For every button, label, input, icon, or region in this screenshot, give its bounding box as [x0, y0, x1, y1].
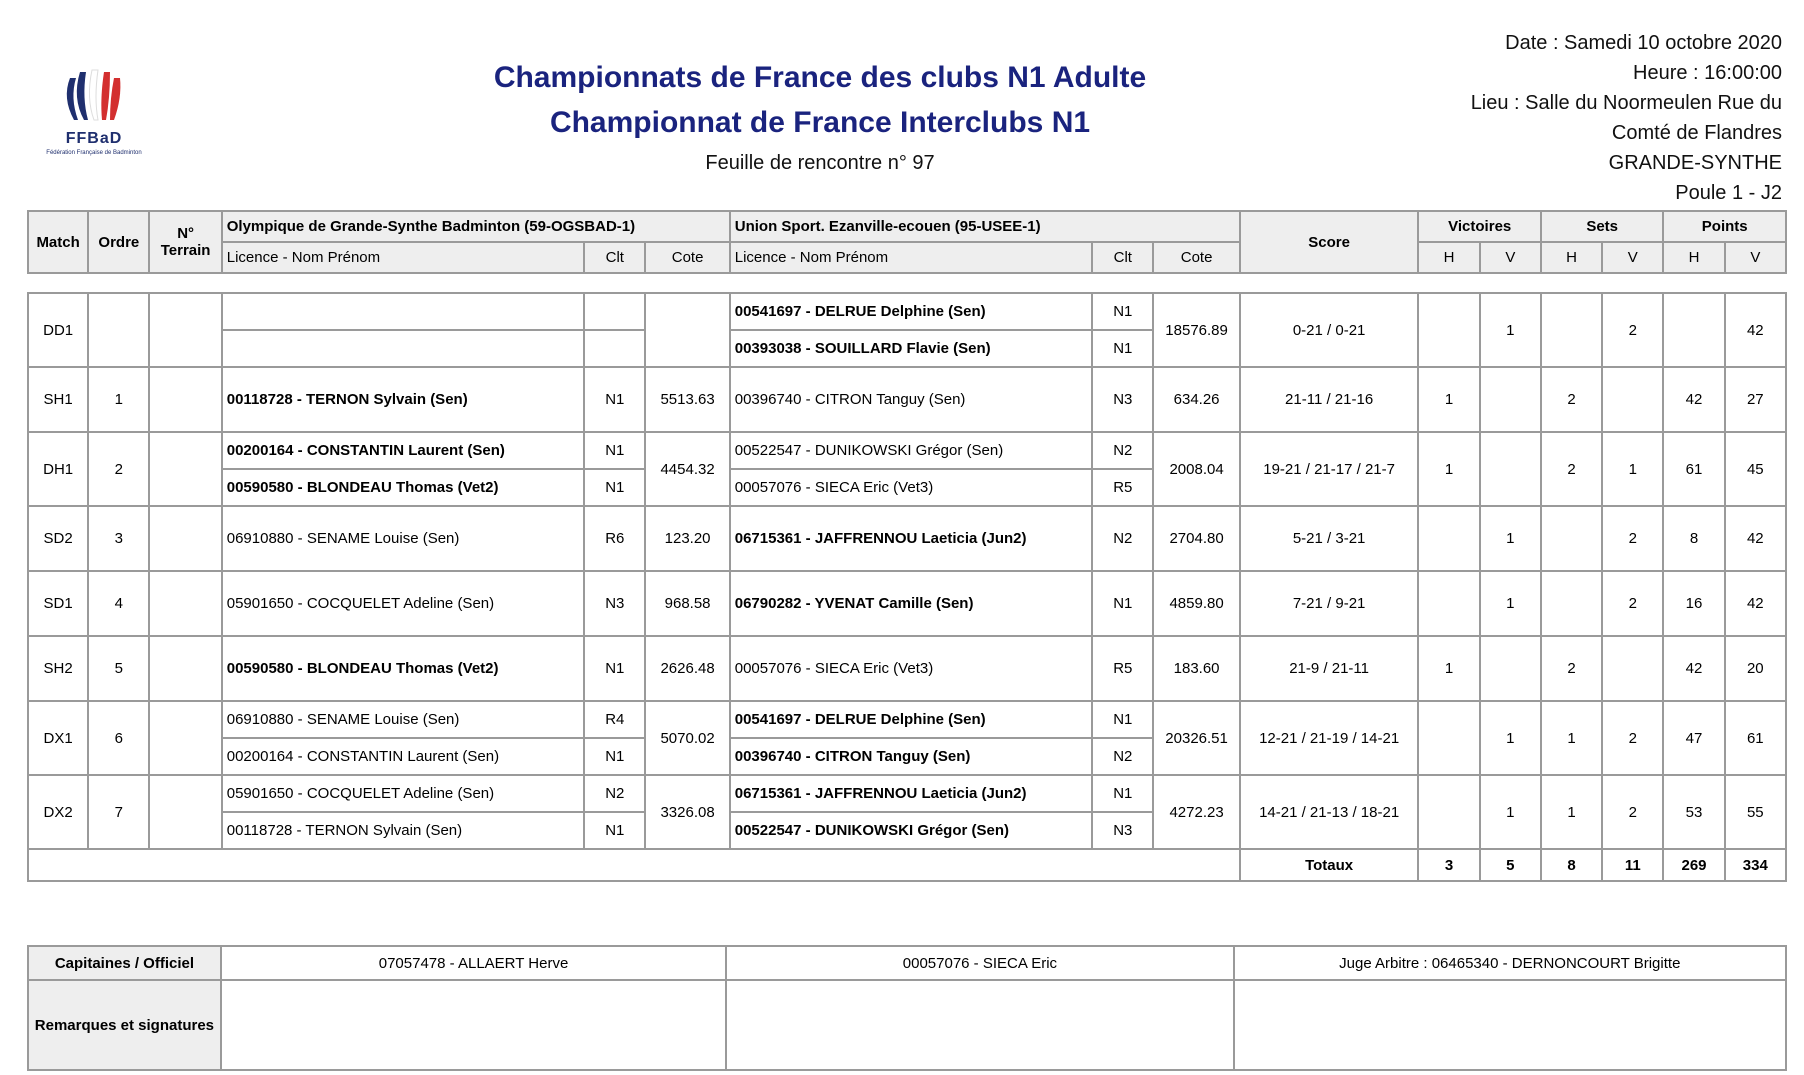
match-order: 6 [88, 701, 149, 775]
team1-player-clt [584, 293, 645, 330]
points-h: 61 [1663, 432, 1724, 506]
match-terrain [149, 571, 221, 636]
team2-player: 00541697 - DELRUE Delphine (Sen) [730, 701, 1092, 738]
table-row [28, 775, 1786, 812]
sets-h [1541, 571, 1602, 636]
team2-player-clt: N1 [1092, 571, 1153, 636]
team2-player-clt: R5 [1092, 469, 1153, 506]
team1-player-clt: R6 [584, 506, 645, 571]
team1-player-clt: R4 [584, 701, 645, 738]
remarques-referee [1234, 980, 1786, 1070]
sets-h: 1 [1541, 701, 1602, 775]
totals-label: Totaux [1240, 849, 1419, 881]
victoires-h [1418, 775, 1479, 849]
col-sets-v: V [1602, 242, 1663, 273]
match-score: 21-9 / 21-11 [1240, 636, 1419, 701]
match-terrain [149, 293, 221, 367]
team2-cote: 183.60 [1153, 636, 1239, 701]
match-code: SH2 [28, 636, 88, 701]
match-code: SD1 [28, 571, 88, 636]
page-title: Championnats de France des clubs N1 Adulte [493, 61, 1147, 94]
sets-h: 2 [1541, 367, 1602, 432]
victoires-h: 1 [1418, 636, 1479, 701]
victoires-h [1418, 506, 1479, 571]
capitaines-label: Capitaines / Officiel [28, 946, 221, 980]
col-clt-1: Clt [584, 242, 645, 273]
team2-cote: 18576.89 [1153, 293, 1239, 367]
victoires-v [1480, 367, 1541, 432]
sets-v [1602, 636, 1663, 701]
col-clt-2: Clt [1092, 242, 1153, 273]
col-team2: Union Sport. Ezanville-ecouen (95-USEE-1) [730, 211, 1240, 242]
col-points-h: H [1663, 242, 1724, 273]
team1-player-clt: N1 [584, 812, 645, 849]
match-terrain [149, 775, 221, 849]
match-score: 5-21 / 3-21 [1240, 506, 1419, 571]
team1-player-clt: N1 [584, 432, 645, 469]
totals-row [28, 849, 1786, 881]
sets-h: 2 [1541, 432, 1602, 506]
col-cote-1: Cote [645, 242, 729, 273]
team2-player: 00541697 - DELRUE Delphine (Sen) [730, 293, 1092, 330]
points-v: 61 [1725, 701, 1786, 775]
col-terrain: N° Terrain [149, 211, 221, 273]
col-sets-h: H [1541, 242, 1602, 273]
logo-text: FFBaD [65, 130, 123, 147]
header-table [27, 210, 1787, 274]
match-score: 14-21 / 21-13 / 18-21 [1240, 775, 1419, 849]
match-terrain [149, 506, 221, 571]
match-score: 21-11 / 21-16 [1240, 367, 1419, 432]
match-order: 2 [88, 432, 149, 506]
points-h [1663, 293, 1724, 367]
col-victoires: Victoires [1418, 211, 1540, 242]
team1-cote: 5070.02 [645, 701, 729, 775]
team1-player [222, 293, 584, 330]
match-score: 0-21 / 0-21 [1240, 293, 1419, 367]
totals-pv: 334 [1725, 849, 1786, 881]
table-row [28, 293, 1786, 330]
points-h: 42 [1663, 367, 1724, 432]
points-h: 8 [1663, 506, 1724, 571]
referee: Juge Arbitre : 06465340 - DERNONCOURT Brigitte [1234, 946, 1786, 980]
team2-cote: 4859.80 [1153, 571, 1239, 636]
victoires-h [1418, 293, 1479, 367]
col-match: Match [28, 211, 88, 273]
victoires-h [1418, 571, 1479, 636]
team1-player-clt: N1 [584, 367, 645, 432]
match-order: 3 [88, 506, 149, 571]
col-ordre: Ordre [88, 211, 149, 273]
match-venue-line3: GRANDE-SYNTHE [1608, 152, 1782, 174]
team2-player: 06715361 - JAFFRENNOU Laeticia (Jun2) [730, 775, 1092, 812]
match-code: DX2 [28, 775, 88, 849]
match-pool: Poule 1 - J2 [1675, 182, 1782, 204]
victoires-h: 1 [1418, 367, 1479, 432]
team1-player-clt: N1 [584, 636, 645, 701]
team2-player-clt: N3 [1092, 812, 1153, 849]
team1-cote: 3326.08 [645, 775, 729, 849]
points-h: 16 [1663, 571, 1724, 636]
col-victoires-h: H [1418, 242, 1479, 273]
table-row [28, 636, 1786, 701]
team2-player: 00396740 - CITRON Tanguy (Sen) [730, 738, 1092, 775]
points-v: 20 [1725, 636, 1786, 701]
points-v: 42 [1725, 571, 1786, 636]
sets-v [1602, 367, 1663, 432]
captain-team2: 00057076 - SIECA Eric [726, 946, 1233, 980]
team1-player: 00590580 - BLONDEAU Thomas (Vet2) [222, 636, 584, 701]
team1-player-clt: N1 [584, 469, 645, 506]
col-victoires-v: V [1480, 242, 1541, 273]
totals-sh: 8 [1541, 849, 1602, 881]
col-sets: Sets [1541, 211, 1663, 242]
team1-player: 05901650 - COCQUELET Adeline (Sen) [222, 775, 584, 812]
col-points: Points [1663, 211, 1786, 242]
victoires-h: 1 [1418, 432, 1479, 506]
team2-player-clt: N1 [1092, 701, 1153, 738]
totals-ph: 269 [1663, 849, 1724, 881]
sheet-number: Feuille de rencontre n° 97 [705, 152, 935, 174]
team2-player: 00057076 - SIECA Eric (Vet3) [730, 469, 1092, 506]
team1-player [222, 330, 584, 367]
match-order: 7 [88, 775, 149, 849]
match-venue-line1: Lieu : Salle du Noormeulen Rue du [1470, 92, 1782, 114]
team2-player-clt: R5 [1092, 636, 1153, 701]
team1-player-clt: N2 [584, 775, 645, 812]
sets-h: 1 [1541, 775, 1602, 849]
match-code: SD2 [28, 506, 88, 571]
team2-player: 00057076 - SIECA Eric (Vet3) [730, 636, 1092, 701]
team1-player-clt: N1 [584, 738, 645, 775]
team2-player-clt: N2 [1092, 432, 1153, 469]
team1-player: 05901650 - COCQUELET Adeline (Sen) [222, 571, 584, 636]
match-order: 1 [88, 367, 149, 432]
team2-player-clt: N2 [1092, 738, 1153, 775]
victoires-v: 1 [1480, 775, 1541, 849]
match-terrain [149, 432, 221, 506]
table-row [28, 701, 1786, 738]
match-time: Heure : 16:00:00 [1633, 62, 1782, 84]
matches-table [27, 292, 1787, 882]
victoires-v: 1 [1480, 701, 1541, 775]
team1-player: 00200164 - CONSTANTIN Laurent (Sen) [222, 738, 584, 775]
team2-cote: 4272.23 [1153, 775, 1239, 849]
match-order: 4 [88, 571, 149, 636]
points-h: 47 [1663, 701, 1724, 775]
totals-vh: 3 [1418, 849, 1479, 881]
match-terrain [149, 367, 221, 432]
col-cote-2: Cote [1153, 242, 1239, 273]
match-date: Date : Samedi 10 octobre 2020 [1505, 32, 1782, 54]
points-v: 45 [1725, 432, 1786, 506]
sets-v: 2 [1602, 775, 1663, 849]
totals-sv: 11 [1602, 849, 1663, 881]
team2-cote: 20326.51 [1153, 701, 1239, 775]
team1-player: 00118728 - TERNON Sylvain (Sen) [222, 367, 584, 432]
points-h: 42 [1663, 636, 1724, 701]
table-row [28, 571, 1786, 636]
remarques-team2 [726, 980, 1233, 1070]
team1-cote: 968.58 [645, 571, 729, 636]
points-v: 27 [1725, 367, 1786, 432]
team1-player-clt: N3 [584, 571, 645, 636]
remarques-label: Remarques et signatures [28, 980, 221, 1070]
team1-player: 06910880 - SENAME Louise (Sen) [222, 506, 584, 571]
remarques-team1 [221, 980, 726, 1070]
team1-cote: 5513.63 [645, 367, 729, 432]
match-code: SH1 [28, 367, 88, 432]
sets-v: 2 [1602, 506, 1663, 571]
points-v: 42 [1725, 506, 1786, 571]
team2-cote: 2704.80 [1153, 506, 1239, 571]
points-v: 42 [1725, 293, 1786, 367]
team2-player-clt: N1 [1092, 775, 1153, 812]
team2-player: 00522547 - DUNIKOWSKI Grégor (Sen) [730, 812, 1092, 849]
footer-table [27, 945, 1787, 1071]
team2-player: 00522547 - DUNIKOWSKI Grégor (Sen) [730, 432, 1092, 469]
team1-cote: 123.20 [645, 506, 729, 571]
sets-v: 1 [1602, 432, 1663, 506]
victoires-v: 1 [1480, 506, 1541, 571]
team2-cote: 2008.04 [1153, 432, 1239, 506]
team2-player-clt: N1 [1092, 293, 1153, 330]
sets-h [1541, 506, 1602, 571]
team2-player-clt: N1 [1092, 330, 1153, 367]
totals-vv: 5 [1480, 849, 1541, 881]
team1-cote: 2626.48 [645, 636, 729, 701]
points-v: 55 [1725, 775, 1786, 849]
match-code: DD1 [28, 293, 88, 367]
victoires-v [1480, 636, 1541, 701]
match-terrain [149, 701, 221, 775]
team2-player: 00393038 - SOUILLARD Flavie (Sen) [730, 330, 1092, 367]
team1-player: 00590580 - BLONDEAU Thomas (Vet2) [222, 469, 584, 506]
team1-cote [645, 293, 729, 367]
sets-v: 2 [1602, 571, 1663, 636]
match-score: 12-21 / 21-19 / 14-21 [1240, 701, 1419, 775]
col-licence-2: Licence - Nom Prénom [730, 242, 1092, 273]
match-info [1471, 28, 1782, 208]
page-subtitle-title: Championnat de France Interclubs N1 [549, 106, 1091, 139]
points-h: 53 [1663, 775, 1724, 849]
sets-v: 2 [1602, 293, 1663, 367]
team2-player: 00396740 - CITRON Tanguy (Sen) [730, 367, 1092, 432]
team1-player-clt [584, 330, 645, 367]
team1-cote: 4454.32 [645, 432, 729, 506]
sets-h: 2 [1541, 636, 1602, 701]
table-row [28, 367, 1786, 432]
col-points-v: V [1725, 242, 1786, 273]
team1-player: 06910880 - SENAME Louise (Sen) [222, 701, 584, 738]
col-licence-1: Licence - Nom Prénom [222, 242, 584, 273]
table-row [28, 432, 1786, 469]
totals-empty [28, 849, 1240, 881]
team2-player: 06790282 - YVENAT Camille (Sen) [730, 571, 1092, 636]
match-code: DH1 [28, 432, 88, 506]
match-score: 19-21 / 21-17 / 21-7 [1240, 432, 1419, 506]
sets-v: 2 [1602, 701, 1663, 775]
victoires-v: 1 [1480, 293, 1541, 367]
match-code: DX1 [28, 701, 88, 775]
team2-player: 06715361 - JAFFRENNOU Laeticia (Jun2) [730, 506, 1092, 571]
match-terrain [149, 636, 221, 701]
col-team1: Olympique de Grande-Synthe Badminton (59-OGSBAD-1) [222, 211, 730, 242]
match-order: 5 [88, 636, 149, 701]
col-score: Score [1240, 211, 1419, 273]
victoires-v: 1 [1480, 571, 1541, 636]
team1-player: 00200164 - CONSTANTIN Laurent (Sen) [222, 432, 584, 469]
team1-player: 00118728 - TERNON Sylvain (Sen) [222, 812, 584, 849]
match-order [88, 293, 149, 367]
logo-subtitle: Fédération Française de Badminton [46, 150, 142, 156]
victoires-h [1418, 701, 1479, 775]
match-venue-line2: Comté de Flandres [1611, 122, 1782, 144]
team2-cote: 634.26 [1153, 367, 1239, 432]
team2-player-clt: N3 [1092, 367, 1153, 432]
sets-h [1541, 293, 1602, 367]
captain-team1: 07057478 - ALLAERT Herve [221, 946, 726, 980]
team2-player-clt: N2 [1092, 506, 1153, 571]
victoires-v [1480, 432, 1541, 506]
match-score: 7-21 / 9-21 [1240, 571, 1419, 636]
table-row [28, 506, 1786, 571]
